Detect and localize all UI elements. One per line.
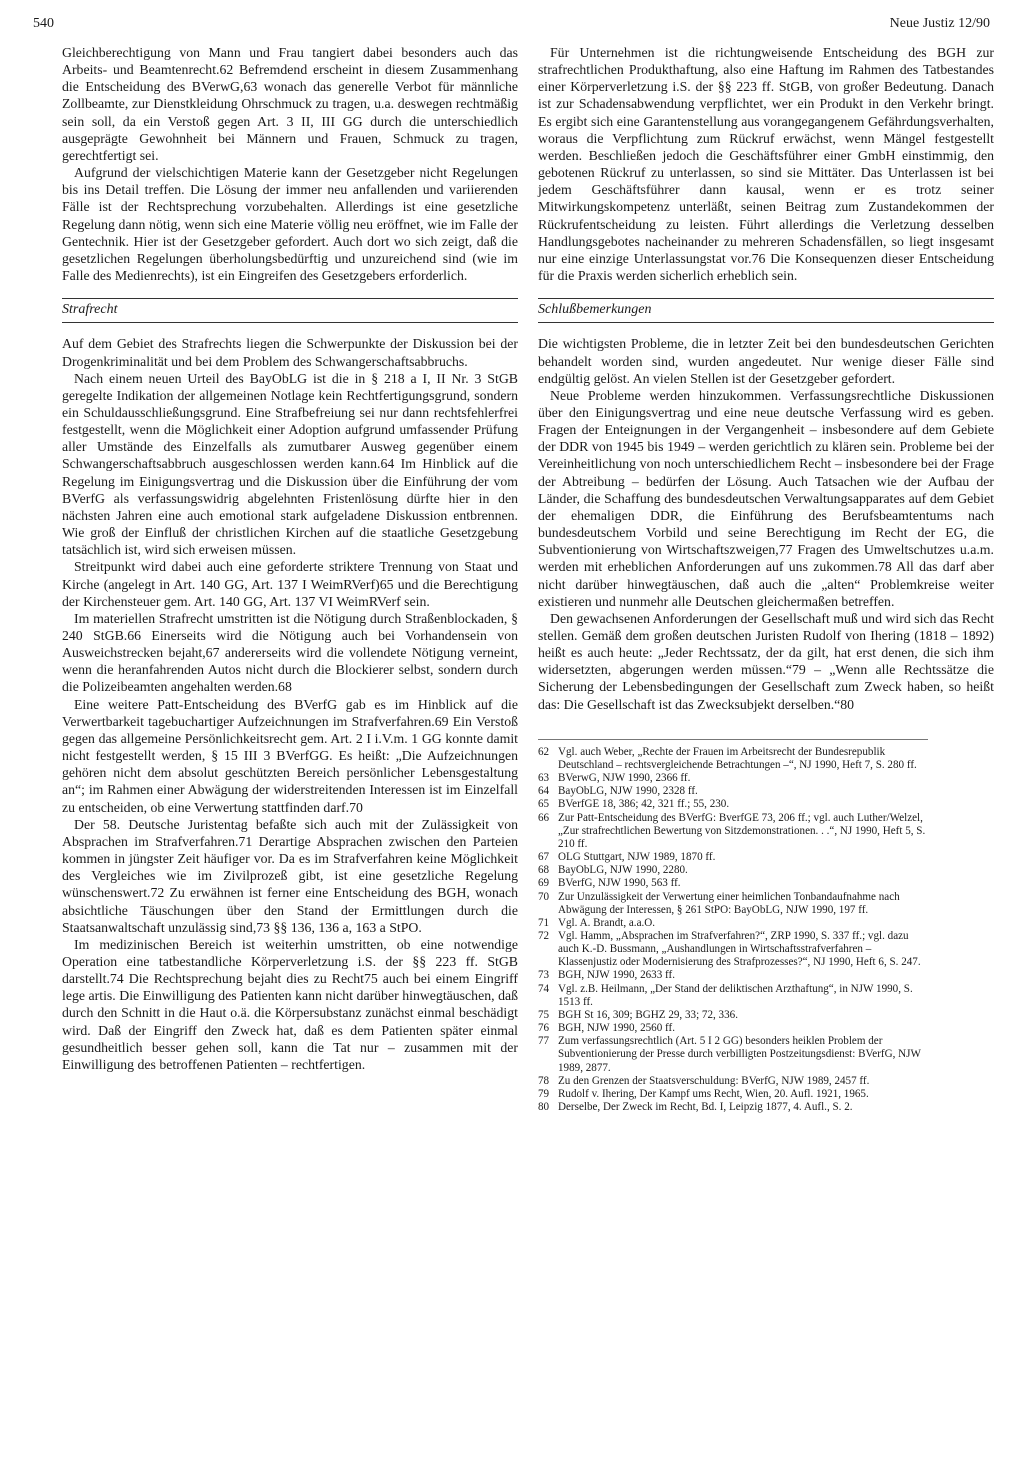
footnote: 64 BayObLG, NJW 1990, 2328 ff. (538, 785, 698, 798)
section-heading-strafrecht: Strafrecht (62, 298, 518, 323)
paragraph: Aufgrund der vielschichtigen Materie kann der Gesetzgeber nicht Regelungen bis ins Detail treffen. Die Lösung der immer neu anfallenden und variierenden Fälle ist der Rechtsprechung vorzubehalten. Allerdings ist eine gesetzliche Regelung dann nötig, wenn sich eine Materie völlig neu eröffnet, wie im Falle der Gentechnik. Hier ist der Gesetzgeber gefordert. Auch dort wo sich zeigt, daß die gesetzlichen Regelungen überholungsbedürftig und unzureichend sind (wie im Falle des Medienrechts), ist ein Eingreifen des Gesetzgebers erforderlich. (62, 165, 518, 284)
section-heading-schlussbemerkungen: Schlußbemerkungen (538, 298, 994, 323)
right-column (538, 44, 994, 1114)
journal-title: Neue Justiz 12/90 (889, 16, 990, 31)
footnote: 74 Vgl. z.B. Heilmann, „Der Stand der deliktischen Arzthaftung“, in NJW 1990, S. 1513 ff. (538, 982, 913, 1008)
footnote: 76 BGH, NJW 1990, 2560 ff. (538, 1022, 675, 1035)
paragraph: Den gewachsenen Anforderungen der Gesellschaft muß und wird sich das Recht stellen. Gemäß dem großen deutschen Juristen Rudolf von Ihering (1818 – 1892) heißt es auch heute: „Jeder Rechtssatz, der da gilt, hat erst denen, die sich ihm widersetzten, abgerungen werden müssen.“79 – „Wenn alle Rechtssätze die Sicherung der Lebensbedingungen der Gesellschaft zum Zweck haben, so heißt das: Die Gesellschaft ist das Zwecksubjekt derselben.“80 (538, 610, 994, 712)
footnote: 67 OLG Stuttgart, NJW 1989, 1870 ff. (538, 851, 716, 864)
footnote: 70 Zur Unzulässigkeit der Verwertung einer heimlichen Tonbandaufnahme nach Abwägung der Interessen, § 261 StPO: BayObLG, NJW 1990, 197 ff. (538, 890, 900, 916)
paragraph: Für Unternehmen ist die richtungweisende Entscheidung des BGH zur strafrechtlichen Produkthaftung, also eine Haftung im Rahmen des Tatbestandes einer Körperverletzung i.S. der §§ 223 ff. StGB, von großer Bedeutung. Danach ist zur Schadensabwendung verpflichtet, wer ein Produkt in den Verkehr bringt. Es ergibt sich eine Garantenstellung aus vorangegangenem Gefährdungsverhalten, woraus die Verpflichtung zum Rückruf erwächst, wenn Mängel festgestellt werden. Beschließen jedoch die Geschäftsführer einer GmbH einstimmig, den gebotenen Rückruf zu unterlassen, so sind sie Mittäter. Das Unterlassen ist bei jedem Geschäftsführer dann kausal, wenn er es trotz seiner Mitwirkungskompetenz unterläßt, seinen Beitrag zum Zustandekommen der Rückrufentscheidung zu leisten. Führt allerdings die Verletzung desselben Handlungsgebotes nacheinander zu mehreren Schadensfällen, so liegt insgesamt nur eine einzige Unterlassungstat vor.76 Die Konsequenzen dieser Entscheidung für die Praxis werden sicherlich erheblich sein. (538, 45, 994, 284)
footnote: 68 BayObLG, NJW 1990, 2280. (538, 864, 688, 877)
paragraph: Gleichberechtigung von Mann und Frau tangiert dabei besonders auch das Arbeits- und Beamtenrecht.62 Befremdend erscheint in diesem Zusammenhang die Entscheidung des BVerwG,63 wonach das generelle Verbot für männliche Zollbeamte, zur Dienstkleidung Ohrschmuck zu tragen, u.a. deswegen rechtmäßig sein soll, da ein Verstoß gegen Art. 3 II, III GG durch die unterschiedlich ausgeprägte Gewohnheit bei Männern und Frauen, Schmuck zu tragen, gerechtfertigt sei. (62, 45, 518, 163)
paragraph: Neue Probleme werden hinzukommen. Verfassungsrechtliche Diskussionen über den Einigungsvertrag und eine neue deutsche Verfassung wird es geben. Fragen der Enteignungen in der Vergangenheit – insbesondere auf dem Gebiete der DDR von 1945 bis 1949 – werden gerichtlich zu klären sein. Probleme bei der Vereinheitlichung von noch unterschiedlichem Recht – insbesondere bei der Frage der Abtreibung – bedürfen der Lösung. Auch Tatsachen wie der Aufbau der Länder, die Schaffung des bundesdeutschen Verwaltungsapparates auf dem Gebiet der ehemaligen DDR, die Einführung des Berufsbeamtentums nach bundesdeutschem Vorbild und seine Berechtigung im Recht der EG, die Subventionierung von Wirtschaftszweigen,77 Fragen des Umweltschutzes u.a.m. werden mit erheblichen Anforderungen auf uns zukommen.78 All das darf aber nicht darüber hinwegtäuschen, daß auch die „alten“ Problemkreise weiter existieren und nunmehr alle Deutschen gleichermaßen betreffen. (538, 387, 994, 609)
footnote: 62 Vgl. auch Weber, „Rechte der Frauen im Arbeitsrecht der Bundesrepublik Deutschland – rechtsvergleichende Betrachtungen –“, NJ 1990, Heft 7, S. 280 ff. (538, 745, 917, 771)
footnote: 65 BVerfGE 18, 386; 42, 321 ff.; 55, 230. (538, 798, 730, 811)
footnote: 66 Zur Patt-Entscheidung des BVerfG: BverfGE 73, 206 ff.; vgl. auch Luther/Welzel, „Zur strafrechtlichen Bewertung von Sitzdemonstrationen. . .“, NJ 1990, Heft 5, S. 210 ff. (538, 811, 926, 850)
paragraph: Die wichtigsten Probleme, die in letzter Zeit bei den bundesdeutschen Gerichten behandelt worden sind, wurden angedeutet. Nur wenige dieser Fälle sind endgültig gelöst. An vielen Stellen ist der Gesetzgeber gefordert. (538, 336, 994, 386)
footnote: 78 Zu den Grenzen der Staatsverschuldung: BVerfG, NJW 1989, 2457 ff. (538, 1074, 870, 1087)
footnote: 79 Rudolf v. Ihering, Der Kampf ums Recht, Wien, 20. Aufl. 1921, 1965. (538, 1087, 869, 1100)
paragraph: Nach einem neuen Urteil des BayObLG ist die in § 218 a I, II Nr. 3 StGB geregelte Indikation der allgemeinen Notlage kein Rechtfertigungsgrund, sondern ein Schuldausschließungsgrund. Eine Strafbefreiung sei nur dann rechtsfehlerfrei festgestellt, wenn die Möglichkeit einer Adoption aufgrund umfassender Prüfung aller Umstände des Einzelfalls als zumutbarer Ausweg gegenüber einem Schwangerschaftsabbruch ausgeschlossen werden kann.64 Im Hinblick auf die Regelung im Einigungsvertrag und die Diskussion über die Einführung der vom BVerfG als verfassungswidrig abgelehnten Fristenlösung dürfte hier in den nächsten Jahren eine auch emotional stark aufgeladene Diskussion entbrennen. Wie groß der Einfluß der christlichen Kirchen auf die staatliche Gesetzgebung tatsächlich ist, wird sich erweisen müssen. (62, 370, 518, 558)
paragraph: Der 58. Deutsche Juristentag befaßte sich auch mit der Zulässigkeit von Absprachen im Strafverfahren.71 Derartige Absprachen zwischen den Parteien kommen in jüngster Zeit häufiger vor. Da es im Strafverfahren keine Möglichkeit des Vergleiches wie im Zivilprozeß gibt, ist eine gesetzliche Regelung wünschenswert.72 Zu erwähnen ist ferner eine Entscheidung des BGH, wonach absichtliche Täuschungen über den Stand der Ermittlungen durch die Staatsanwaltschaft unzulässig sind,73 §§ 136, 136 a, 163 a StPO. (62, 816, 518, 935)
footnote: 73 BGH, NJW 1990, 2633 ff. (538, 969, 675, 982)
footnote: 75 BGH St 16, 309; BGHZ 29, 33; 72, 336. (538, 1008, 738, 1021)
paragraph: Im materiellen Strafrecht umstritten ist die Nötigung durch Straßenblockaden, § 240 StGB.66 Einerseits wird die Nötigung auch bei Vorhandensein von Ausweichstrecken bejaht,67 andererseits wird die vollendete Nötigung verneint, wenn die heranfahrenden Autos nicht durch die Blockierer selbst, sondern durch die Polizeibeamten angehalten werden.68 (62, 610, 518, 695)
paragraph: Eine weitere Patt-Entscheidung des BVerfG gab es im Hinblick auf die Verwertbarkeit tagebuchartiger Aufzeichnungen im Strafverfahren.69 Ein Verstoß gegen das allgemeine Persönlichkeitsrecht gem. Art. 2 I i.V.m. 1 GG konnte damit nicht festgestellt werden, § 15 III 3 BVerfGG. Es heißt: „Die Aufzeichnungen gehören nicht dem absolut geschützten Bereich persönlicher Lebensgestaltung an“; im Rahmen einer Abwägung der widerstreitenden Interessen ist im Einzelfall zu entscheiden, ob eine Verwertung stattfinden darf.70 (62, 696, 518, 815)
paragraph: Streitpunkt wird dabei auch eine geforderte striktere Trennung von Staat und Kirche (angelegt in Art. 140 GG, Art. 137 I WeimRVerf)65 und die Berechtigung der Kirchensteuer gem. Art. 140 GG, Art. 137 VI WeimRVerf sein. (62, 559, 518, 609)
footnote: 80 Derselbe, Der Zweck im Recht, Bd. I, Leipzig 1877, 4. Aufl., S. 2. (538, 1101, 853, 1113)
paragraph: Auf dem Gebiet des Strafrechts liegen die Schwerpunkte der Diskussion bei der Drogenkriminalität und bei dem Problem des Schwangerschaftsabbruchs. (62, 336, 518, 369)
footnotes (538, 739, 928, 1114)
footnote: 63 BVerwG, NJW 1990, 2366 ff. (538, 772, 691, 785)
paragraph: Im medizinischen Bereich ist weiterhin umstritten, ob eine notwendige Operation eine tatbestandliche Körperverletzung i.S. der §§ 223 ff. StGB darstellt.74 Die Rechtsprechung bejaht dies zu Recht75 auch bei einem Eingriff lege artis. Die Einwilligung des Patienten kann nicht darüber hinwegtäuschen, daß durch den Schnitt in die Haut o.ä. die Körpersubstanz zunächst einmal beschädigt wird. Daß der Eingriff den Zweck hat, daß es dem Patienten später einmal gesundheitlich besser gehen soll, kann die Tat nur – zusammen mit der Einwilligung des betroffenen Patienten – rechtfertigen. (62, 936, 518, 1072)
left-column (62, 44, 518, 1073)
page-number: 540 (33, 16, 54, 31)
footnote: 72 Vgl. Hamm, „Absprachen im Strafverfahren?“, ZRP 1990, S. 337 ff.; vgl. dazu auch K.-D. Bussmann, „Aushandlungen in Wirtschaftsstrafverfahren – Klassenjustiz oder Modernisierung des Strafprozesses?“, NJ 1990, Heft 6, S. 247. (538, 929, 921, 969)
footnote: 77 Zum verfassungsrechtlich (Art. 5 I 2 GG) besonders heiklen Problem der Subventionierung der Presse durch verbilligten Postzeitungsdienst: BVerfG, NJW 1989, 2877. (538, 1035, 921, 1074)
footnote: 71 Vgl. A. Brandt, a.a.O. (538, 916, 656, 929)
footnote: 69 BVerfG, NJW 1990, 563 ff. (538, 877, 681, 890)
